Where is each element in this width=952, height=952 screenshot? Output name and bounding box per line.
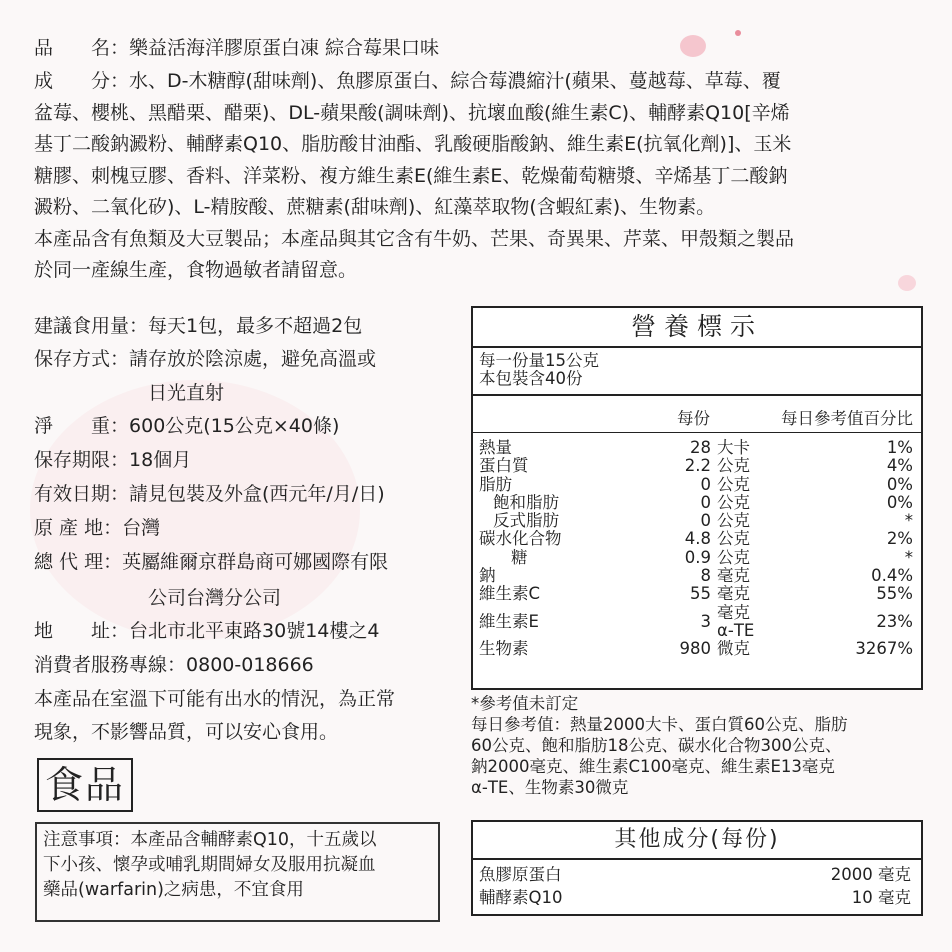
nutrient-unit: 毫克α-TE: [717, 602, 755, 640]
servings-per-pack: 本包裝含40份: [479, 369, 583, 388]
nutrient-daily-value: 0%: [886, 474, 913, 494]
nutrient-daily-value: 0%: [886, 492, 913, 512]
other-ingredient-name: 魚膠原蛋白: [479, 865, 562, 884]
nutrition-row: [473, 530, 921, 548]
weight-line: [34, 412, 339, 440]
other-ingredient-row: [473, 886, 921, 909]
nutrient-amount: 980: [679, 639, 711, 659]
nutrition-row: [473, 476, 921, 494]
nutrient-unit: 毫克: [717, 584, 750, 604]
ingredients-block: [34, 66, 924, 287]
hotline-label: 消費者服務專線：: [34, 654, 187, 676]
nutrient-amount: 8: [700, 566, 711, 586]
storage-line: [34, 345, 376, 373]
nutrient-daily-value: 55%: [876, 584, 913, 604]
nutrient-amount: 55: [690, 584, 711, 604]
warning-line: 下小孩、懷孕或哺乳期間婦女及服用抗凝血: [43, 855, 376, 875]
nutrient-amount: 4.8: [684, 529, 711, 549]
origin-label: 原 產 地：: [34, 517, 123, 539]
nutrient-name: 鈉: [479, 566, 496, 586]
other-ingredient-value: 2000 毫克: [830, 865, 911, 884]
nutrient-name: 飽和脂肪: [493, 492, 559, 512]
reference-note-line: *參考值未訂定: [471, 694, 579, 713]
nutrient-name: 生物素: [479, 639, 529, 659]
nutrient-unit: 公克: [717, 474, 750, 494]
hotline-line: [34, 651, 314, 679]
food-mark: 食品: [37, 758, 133, 812]
serving-size: 每一份量15公克: [479, 351, 599, 370]
nutrition-row: [473, 585, 921, 603]
per-serving-header: 每份: [677, 409, 710, 428]
storage-value-cont: 日光直射: [148, 382, 225, 404]
nutrient-amount: 0: [700, 492, 711, 512]
nutrition-facts-table: [471, 306, 923, 690]
nutrition-row: [473, 439, 921, 457]
nutrient-name: 維生素C: [479, 584, 541, 604]
other-ingredient-name: 輔酵素Q10: [479, 888, 563, 907]
nutrition-row: [473, 512, 921, 530]
nutrient-daily-value: *: [904, 511, 913, 531]
nutrition-rows: [473, 439, 921, 659]
nutrient-unit: 公克: [717, 511, 750, 531]
agent-value: 英屬維爾京群島商可娜國際有限: [122, 551, 389, 573]
shelf-life-value: 18個月: [129, 449, 192, 471]
expiry-value: 請見包裝及外盒(西元年/月/日): [129, 483, 385, 505]
nutrition-row: [473, 640, 921, 658]
allergen-line: 本產品含有魚類及大豆製品；本產品與其它含有牛奶、芒果、奇異果、芹菜、甲殼類之製品: [34, 227, 795, 250]
reference-note-line: α-TE、生物素30微克: [471, 778, 629, 797]
reference-note-line: 鈉2000毫克、維生素C100毫克、維生素E13毫克: [471, 757, 835, 776]
address-line: [34, 617, 379, 645]
petal-decoration: [735, 30, 741, 36]
other-ingredients-table: [471, 820, 923, 916]
nutrient-amount: 0: [700, 474, 711, 494]
agent-label: 總 代 理：: [34, 551, 123, 573]
other-ingredient-row: [473, 863, 921, 886]
nutrient-name: 維生素E: [479, 611, 539, 631]
nutrient-name: 熱量: [479, 438, 512, 457]
nutrition-title: 營養標示: [473, 308, 921, 348]
water-note-line: 本產品在室溫下可能有出水的情況，為正常: [34, 688, 396, 710]
agent-line: [34, 548, 388, 576]
warning-line: 注意事項：本產品含輔酵素Q10，十五歲以: [43, 830, 377, 850]
nutrient-unit: 公克: [717, 547, 750, 567]
other-ingredient-value: 10 毫克: [851, 888, 911, 907]
shelf-life-label: 保存期限：: [34, 449, 130, 471]
petal-decoration: [680, 35, 706, 57]
expiry-label: 有效日期：: [34, 483, 130, 505]
warning-line: 藥品(warfarin)之病患，不宜食用: [43, 880, 304, 900]
nutrient-unit: 毫克: [717, 566, 750, 586]
nutrition-row: [473, 494, 921, 512]
nutrient-daily-value: 23%: [876, 611, 913, 631]
water-note-line: 現象，不影響品質，可以安心食用。: [34, 721, 339, 743]
nutrient-unit: 公克: [717, 456, 750, 476]
ingredients-line: [34, 66, 924, 98]
nutrient-amount: 28: [690, 438, 711, 457]
nutrient-daily-value: 0.4%: [871, 566, 913, 586]
nutrition-column-header: [473, 396, 921, 433]
agent-value-cont: 公司台灣分公司: [148, 587, 282, 609]
nutrient-unit: 公克: [717, 529, 750, 549]
nutrient-amount: 2.2: [684, 456, 711, 476]
product-name-label: 品 名：: [34, 37, 130, 59]
nutrition-row: [473, 604, 921, 641]
shelf-life-line: [34, 446, 191, 474]
usage-value: 每天1包，最多不超過2包: [148, 315, 363, 337]
storage-value: 請存放於陰涼處，避免高溫或: [129, 348, 377, 370]
other-ingredients-title: 其他成分(每份): [473, 822, 921, 860]
nutrient-daily-value: 1%: [886, 438, 913, 457]
nutrition-row: [473, 567, 921, 585]
origin-line: [34, 514, 160, 542]
daily-value-header: 每日參考值百分比: [781, 409, 913, 428]
storage-label: 保存方式：: [34, 348, 130, 370]
origin-value: 台灣: [122, 517, 161, 539]
address-value: 台北市北平東路30號14樓之4: [129, 620, 380, 642]
nutrient-unit: 微克: [717, 639, 750, 659]
nutrient-unit: 大卡: [717, 438, 750, 457]
nutrient-daily-value: 3267%: [855, 639, 913, 659]
nutrient-amount: 0: [700, 511, 711, 531]
warning-box: [35, 822, 440, 922]
ingredients-text: 水、D-木糖醇(甜味劑)、魚膠原蛋白、綜合莓濃縮汁(蘋果、蔓越莓、草莓、覆: [129, 70, 781, 92]
nutrient-name: 蛋白質: [479, 456, 529, 476]
allergen-line: 於同一產線生產，食物過敏者請留意。: [34, 259, 358, 281]
nutrient-daily-value: 2%: [886, 529, 913, 549]
ingredients-line: 盆莓、櫻桃、黑醋栗、醋栗)、DL-蘋果酸(調味劑)、抗壞血酸(維生素C)、輔酵素Q10[辛烯: [34, 101, 790, 124]
weight-label: 淨 重：: [34, 415, 130, 437]
nutrient-daily-value: *: [904, 547, 913, 567]
hotline-value: 0800-018666: [186, 654, 314, 676]
ingredients-label: 成 分：: [34, 70, 130, 92]
nutrient-name: 脂肪: [479, 474, 512, 494]
usage-label: 建議食用量：: [34, 315, 149, 337]
product-name-value: 樂益活海洋膠原蛋白凍 綜合莓果口味: [129, 37, 440, 59]
usage-line: [34, 312, 362, 340]
nutrient-unit: 公克: [717, 492, 750, 512]
nutrient-name: 反式脂肪: [493, 511, 559, 531]
nutrition-row: [473, 549, 921, 567]
nutrient-daily-value: 4%: [886, 456, 913, 476]
nutrient-name: 糖: [511, 547, 528, 567]
nutrient-amount: 3: [700, 611, 711, 631]
weight-value: 600公克(15公克×40條): [129, 415, 340, 437]
nutrition-row: [473, 457, 921, 475]
ingredients-line: 澱粉、二氧化矽)、L-精胺酸、蔗糖素(甜味劑)、紅藻萃取物(含蝦紅素)、生物素。: [34, 196, 716, 218]
nutrient-name: 碳水化合物: [479, 529, 562, 549]
expiry-line: [34, 480, 385, 508]
serving-info: [473, 348, 921, 396]
reference-note-line: 每日參考值：熱量2000大卡、蛋白質60公克、脂肪: [471, 715, 848, 734]
reference-note-line: 60公克、飽和脂肪18公克、碳水化合物300公克、: [471, 736, 842, 755]
reference-note: [471, 693, 926, 798]
nutrient-amount: 0.9: [684, 547, 711, 567]
ingredients-line: 糖膠、刺槐豆膠、香料、洋菜粉、複方維生素E(維生素E、乾燥葡萄糖漿、辛烯基丁二酸鈉: [34, 164, 788, 187]
ingredients-line: 基丁二酸鈉澱粉、輔酵素Q10、脂肪酸甘油酯、乳酸硬脂酸鈉、維生素E(抗氧化劑)]、玉米: [34, 133, 792, 155]
address-label: 地 址：: [34, 620, 130, 642]
product-name-line: [34, 34, 439, 62]
